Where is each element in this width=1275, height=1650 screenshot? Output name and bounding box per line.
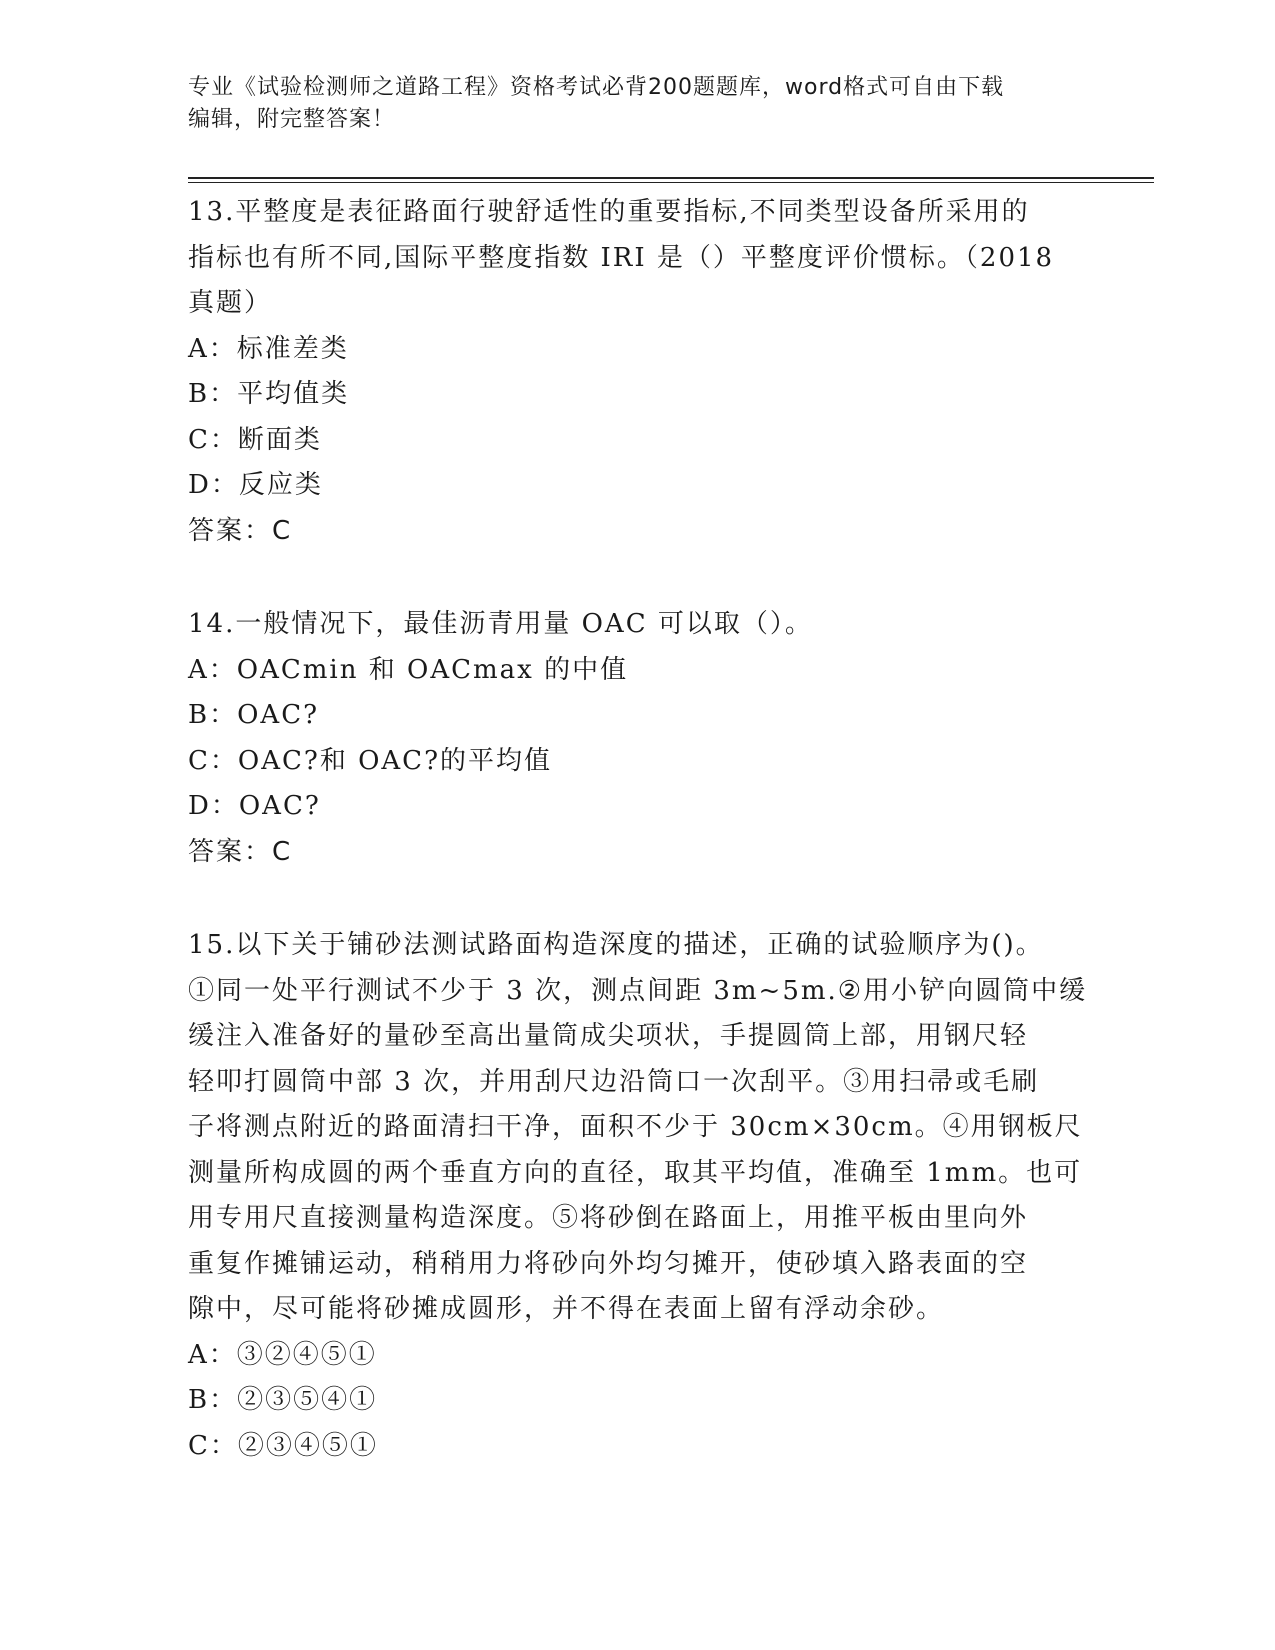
question-text-line: 真题） (188, 288, 273, 318)
question-text-line: 轻叩打圆筒中部 3 次，并用刮尺边沿筒口一次刮平。③用扫帚或毛刷 (188, 1066, 1040, 1097)
question-text-line: 子将测点附近的路面清扫干净，面积不少于 30cm×30cm。④用钢板尺 (188, 1112, 1083, 1142)
option-c: C：②③④⑤① (188, 1430, 378, 1461)
question-text-line: 隙中，尽可能将砂摊成圆形，并不得在表面上留有浮动余砂。 (188, 1294, 945, 1324)
answer-line: 答案：C (188, 836, 293, 867)
question-text-line: 测量所构成圆的两个垂直方向的直径，取其平均值，准确至 1mm。也可 (188, 1157, 1083, 1188)
option-b: B：②③⑤④① (188, 1385, 378, 1415)
header-rule-thick (188, 177, 1154, 179)
question-text-line: 重复作摊铺运动，稍稍用力将砂向外均匀摊开，使砂填入路表面的空 (188, 1248, 1029, 1279)
question-text-line: 指标也有所不同,国际平整度指数 IRI 是（）平整度评价惯标。（2018 (188, 242, 1055, 273)
question-text-line: 13.平整度是表征路面行驶舒适性的重要指标,不同类型设备所采用的 (188, 197, 1030, 227)
answer-line: 答案：C (188, 515, 293, 546)
question-text-line: 缓注入准备好的量砂至高出量筒成尖项状，手提圆筒上部，用钢尺轻 (188, 1021, 1029, 1051)
question-14 (188, 602, 1088, 875)
option-d: D：反应类 (188, 470, 323, 500)
question-list (188, 190, 1088, 1469)
option-a: A：标准差类 (188, 333, 349, 364)
question-gap (188, 875, 1088, 923)
question-text-line: 14.一般情况下，最佳沥青用量 OAC 可以取（）。 (188, 609, 813, 639)
option-a: A：③②④⑤① (188, 1339, 377, 1370)
option-b: B：OAC? (188, 700, 320, 730)
option-a: A：OACmin 和 OACmax 的中值 (188, 654, 629, 685)
header-line-1: 专业《试验检测师之道路工程》资格考试必背200题题库，word格式可自由下载 (188, 75, 1005, 100)
header-rule-thin (188, 182, 1154, 183)
question-15 (188, 923, 1088, 1469)
document-header (188, 72, 1088, 136)
option-d: D：OAC? (188, 791, 321, 821)
option-b: B：平均值类 (188, 379, 350, 409)
option-c: C：断面类 (188, 424, 322, 455)
question-text-line: 15.以下关于铺砂法测试路面构造深度的描述，正确的试验顺序为()。 (188, 930, 1044, 960)
question-text-line: 用专用尺直接测量构造深度。⑤将砂倒在路面上，用推平板由里向外 (188, 1203, 1029, 1233)
question-gap (188, 554, 1088, 602)
question-text-line: ①同一处平行测试不少于 3 次，测点间距 3m~5m.②用小铲向圆筒中缓 (188, 975, 1088, 1006)
option-c: C：OAC?和 OAC?的平均值 (188, 745, 553, 776)
question-13 (188, 190, 1088, 554)
header-line-2: 编辑，附完整答案！ (188, 107, 396, 132)
